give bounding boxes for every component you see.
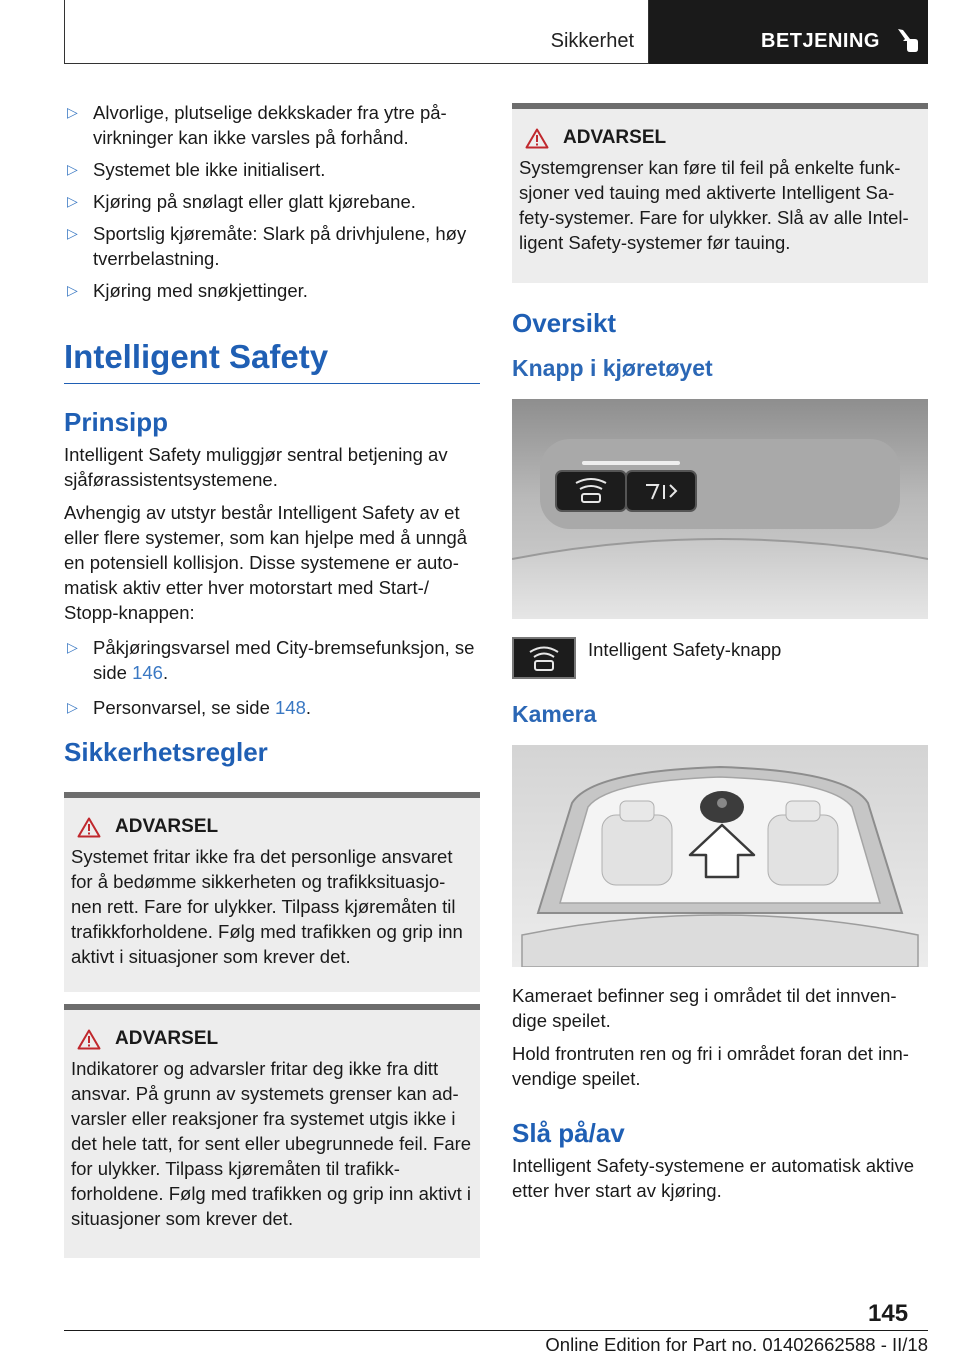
footer-divider	[64, 1330, 928, 1331]
on-off-heading: Slå på/av	[512, 1118, 625, 1148]
list-item: ▷ Sportslig kjøremåte: Slark på drivhjulene, høy tverrbelastning.	[67, 223, 467, 269]
warning-triangle-icon	[77, 1029, 101, 1050]
triangle-bullet-icon: ▷	[67, 104, 78, 120]
list-item: ▷ Alvorlige, plutselige dekkskader fra ytre på-virkninger kan ikke varsles på forhånd.	[67, 102, 447, 148]
right-column	[512, 103, 928, 1211]
list-item: ▷ Kjøring med snøkjettinger.	[67, 280, 308, 301]
camera-paragraph-2: Hold frontruten ren og fri i området foran det inn-vendige speilet.	[512, 1043, 909, 1089]
button-heading: Knapp i kjøretøyet	[512, 355, 713, 381]
warning-triangle-icon	[525, 128, 549, 149]
button-caption: Intelligent Safety-knapp	[588, 639, 782, 660]
warning-box	[512, 103, 928, 283]
systems-list	[64, 635, 480, 720]
page-number: 145	[868, 1300, 909, 1327]
triangle-bullet-icon: ▷	[67, 161, 78, 177]
camera-paragraph-1: Kameraet befinner seg i området til det innven-dige speilet.	[512, 985, 897, 1031]
principle-heading: Prinsipp	[64, 407, 169, 437]
on-off-paragraph: Intelligent Safety-systemene er automatisk aktive etter hver start av kjøring.	[512, 1155, 915, 1201]
warning-box	[64, 792, 480, 992]
principle-paragraph-2: Avhengig av utstyr består Intelligent Safety av et eller flere systemer, som kan hjelpe med å unngå en potensiell kollisjon. Disse systemene er auto-matisk aktiv etter hver motorstart med Start-/ Stopp-knappen:	[64, 502, 468, 623]
warning-title: ADVARSEL	[115, 816, 219, 837]
hand-pointer-icon	[895, 27, 921, 53]
camera-photo	[512, 745, 928, 967]
overview-heading: Oversikt	[512, 308, 617, 338]
triangle-bullet-icon: ▷	[67, 225, 78, 241]
list-item: ▷ Systemet ble ikke initialisert.	[67, 159, 326, 180]
warning-title: ADVARSEL	[563, 127, 667, 148]
principle-paragraph-1: Intelligent Safety muliggjør sentral betjening av sjåførassistentsystemene.	[64, 444, 448, 490]
warning-box	[64, 1004, 480, 1258]
header-chapter-title: BETJENING	[761, 30, 880, 52]
header-chapter-box	[649, 0, 928, 64]
warning-text: Indikatorer og advarsler fritar deg ikke fra ditt ansvar. På grunn av systemets grenser kan ad-varsler eller reaksjoner fra systemet utgis ikke i det hele tatt, for sent eller ubegrunnede feil. Fare for ulykker. Tilpass kjøremåten til trafikk-forholdene. Følg med trafikken og grip inn aktivt i situasjoner som krever det.	[71, 1058, 472, 1229]
vehicle-button-photo	[512, 399, 928, 619]
triangle-bullet-icon: ▷	[67, 282, 78, 298]
list-item: ▷ Påkjøringsvarsel med City-bremsefunksjon, se side 146.	[67, 637, 475, 683]
warning-text: Systemgrenser kan føre til feil på enkelte funk-sjoner ved tauing med aktiverte Intelligent Sa-fety-systemer. Fare for ulykker. Slå av alle Intel-ligent Safety-systemer før tauing.	[519, 157, 909, 253]
list-item: ▷ Kjøring på snølagt eller glatt kjørebane.	[67, 191, 416, 212]
triangle-bullet-icon: ▷	[67, 193, 78, 209]
header-section-title: Sikkerhet	[550, 30, 634, 52]
footer-edition: Online Edition for Part no. 01402662588 - II/18	[545, 1334, 928, 1355]
camera-heading: Kamera	[512, 701, 597, 727]
triangle-bullet-icon: ▷	[67, 639, 78, 655]
page-reference-link[interactable]: 146	[132, 662, 163, 683]
left-column	[64, 100, 480, 1258]
triangle-bullet-icon: ▷	[67, 699, 78, 715]
warning-triangle-icon	[77, 817, 101, 838]
intelligent-safety-button-icon	[512, 637, 576, 679]
safety-rules-heading: Sikkerhetsregler	[64, 737, 268, 767]
warning-title: ADVARSEL	[115, 1028, 219, 1049]
page-reference-link[interactable]: 148	[275, 697, 306, 718]
limitations-list	[64, 100, 480, 303]
section-title: Intelligent Safety	[64, 337, 480, 384]
header-section-box	[64, 0, 649, 64]
warning-text: Systemet fritar ikke fra det personlige ansvaret for å bedømme sikkerheten og trafikksituasjo-nen rett. Fare for ulykker. Tilpass kjøremåten til trafikkforholdene. Følg med trafikken og grip inn aktivt i situasjoner som krever det.	[71, 846, 463, 967]
list-item: ▷ Personvarsel, se side 148.	[67, 697, 312, 718]
